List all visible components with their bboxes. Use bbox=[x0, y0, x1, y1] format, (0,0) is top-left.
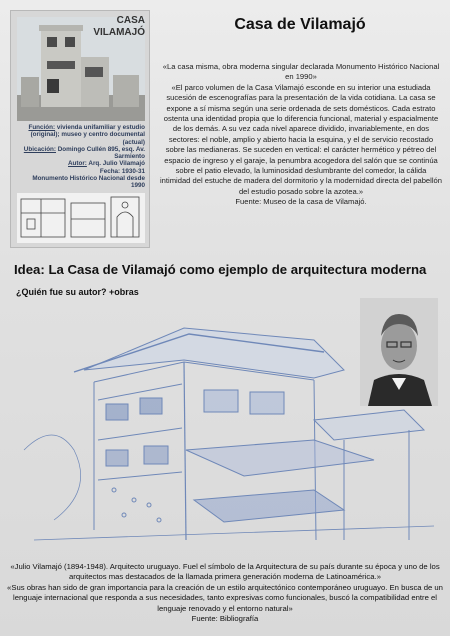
ubicacion-label: Ubicación: bbox=[23, 145, 56, 153]
funcion-label: Función: bbox=[28, 124, 56, 131]
page-title: Casa de Vilamajó bbox=[234, 16, 366, 33]
quote-source: Fuente: Museo de la casa de Vilamajó. bbox=[235, 197, 367, 207]
autor-label: Autor: bbox=[68, 160, 87, 168]
author-link[interactable]: ¿Quién fue su autor? +obras bbox=[16, 287, 139, 297]
bio-intro: «Julio Vilamajó (1894-1948). Arquitecto uruguayo. Fuel el símbolo de la Arquitectura de su país durante su época y uno de los arquitectos mas destacados de la llamada primera generación moderna de Latinoamérica.» bbox=[10, 562, 440, 582]
monumento-text: Monumento Histórico Nacional desde 1990 bbox=[32, 175, 145, 190]
idea-heading: Idea: La Casa de Vilamajó como ejemplo de arquitectura moderna bbox=[14, 262, 427, 277]
funcion-value: vivienda unifamiliar y estudio (original); museo y centro documental (actual) bbox=[30, 124, 145, 146]
autor-value: Arq. Julio Vilamajó bbox=[88, 160, 145, 168]
card-title-line2: VILAMAJÓ bbox=[93, 27, 145, 38]
bio-source: Fuente: Bibliografía bbox=[191, 614, 259, 624]
quote-body: «El parco volumen de la Casa Vilamajó esconde en su interior una estudiada sucesión de escenografías para la presentación de la vida cotidiana. La casa se expone a sí misma según una serie ordenada de sets domésticos. Cada estrato ostenta una identidad propia que lo diferencia funcional, material y espacialmente de los demás. A su vez cada nivel aparece dividido, invariablemente, en dos sectores: el noble, amplio y abierto hacia la esquina, y el de servicio recostado sobre las medianeras. Se suceden en vertical: el carácter hermético y pétreo del espacio de ingreso y el garaje, la penumbra acogedora del salón que se continúa sobre el patio elevado, la luminosidad deslumbrante del comedor, la cálida intimidad del estuche de madera del dormitorio y la modernidad directa del pabellón del estudio posado sobre la azotea.» bbox=[160, 82, 442, 196]
author-bio bbox=[4, 562, 446, 624]
card-info bbox=[17, 124, 145, 190]
info-card bbox=[10, 10, 150, 248]
bio-works: «Sus obras han sido de gran importancia para la creación de un estilo arquitectónico contemporáneo uruguayo. En busca de un lenguaje internacional que responda a sus necesidades, tanto expresivas como funcionales, buscó la compatibilidad entre el lenguaje renovado y el entorno natural» bbox=[7, 582, 443, 613]
card-title-line1: CASA bbox=[116, 15, 145, 26]
card-title bbox=[85, 15, 145, 39]
house-quote bbox=[160, 62, 442, 208]
quote-intro: «La casa misma, obra moderna singular declarada Monumento Histórico Nacional en 1990» bbox=[162, 62, 440, 82]
author-portrait bbox=[360, 298, 438, 406]
fecha-text: Fecha: 1930-31 bbox=[99, 167, 145, 175]
ubicacion-value: Domingo Cullén 895, esq. Av. Sarmiento bbox=[57, 145, 145, 161]
floor-plan-drawing bbox=[17, 193, 145, 243]
